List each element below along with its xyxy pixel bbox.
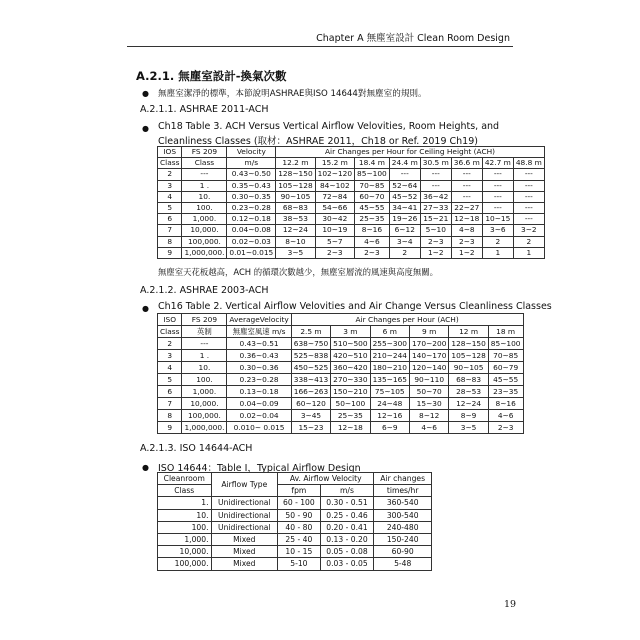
col-header: 英制 (182, 326, 227, 338)
table-cell: 25 - 40 (278, 534, 321, 546)
table-cell: 2.5 m (291, 326, 330, 338)
table-cell: 4~6 (488, 410, 523, 422)
table-cell: 45~55 (488, 374, 523, 386)
table-cell: 10,000. (182, 225, 227, 236)
table-cell: 1,000,000. (182, 422, 227, 434)
table-cell: 5 (158, 203, 182, 214)
table-row (158, 546, 432, 558)
table-row (158, 338, 524, 350)
table-cell: 450~525 (291, 362, 330, 374)
bullet-icon: ● (142, 463, 149, 472)
table-cell: 100. (182, 374, 227, 386)
table-cell: 170~200 (409, 338, 448, 350)
table-cell: 2 (482, 236, 513, 247)
table-cell: 8~16 (355, 225, 390, 236)
table-cell: 100,000. (182, 410, 227, 422)
table-cell: 135~165 (370, 374, 409, 386)
table-cell: 2 (158, 169, 182, 180)
col-header: IOS (158, 147, 182, 158)
table-cell: 30~42 (315, 214, 354, 225)
table-cell: 3~6 (482, 225, 513, 236)
table-cell: 8~16 (488, 398, 523, 410)
col-header: Class (158, 326, 182, 338)
table1-caption-line2: Cleanliness Classes (取材：ASHRAE 2011，Ch18 or Ref. 2019 Ch19) (158, 136, 478, 147)
table-cell: --- (420, 169, 451, 180)
table-cell: 100,000. (158, 558, 212, 570)
table-cell: 0.20 - 0.41 (320, 521, 374, 533)
table-cell: 45~55 (355, 203, 390, 214)
table-cell: 510~500 (331, 338, 370, 350)
table-cell: 19~26 (389, 214, 420, 225)
table-row (158, 247, 545, 258)
table-cell: 2 (389, 247, 420, 258)
table-cell: 128~150 (276, 169, 315, 180)
table-cell: 6 (158, 386, 182, 398)
table-cell: 90~110 (409, 374, 448, 386)
col-header: Av. Airflow Velocity (278, 473, 374, 485)
bullet-icon: ● (142, 304, 149, 313)
table-cell: 3~2 (513, 225, 544, 236)
table-cell: 0.05 - 0.08 (320, 546, 374, 558)
table-row (158, 497, 432, 509)
table-cell: 34~41 (389, 203, 420, 214)
table-row (158, 203, 545, 214)
table-cell: --- (482, 180, 513, 191)
col-header: Class (158, 485, 212, 497)
table-cell: 60 - 100 (278, 497, 321, 509)
table-cell: --- (482, 169, 513, 180)
table-cell: 50 - 90 (278, 509, 321, 521)
col-header: Class (182, 158, 227, 169)
table-cell: 0.36~0.43 (227, 350, 291, 362)
table-cell: 1. (158, 497, 212, 509)
table-cell: --- (513, 169, 544, 180)
intro-text: 無塵室潔淨的標準，本節說明ASHRAE與ISO 14644對無塵室的規則。 (158, 89, 427, 99)
table-cell: 1,000. (182, 214, 227, 225)
bullet-icon: ● (142, 89, 149, 98)
table-cell: 100,000. (182, 236, 227, 247)
table-cell: 5-10 (278, 558, 321, 570)
table-cell: 0.13~0.18 (227, 386, 291, 398)
table-cell: 166~263 (291, 386, 330, 398)
table-cell: 50~70 (409, 386, 448, 398)
table1-note: 無塵室天花板越高，ACH 的循環次數越少，無塵室層流的風速與高度無關。 (158, 267, 439, 277)
table-cell: 2~3 (355, 247, 390, 258)
table-cell: 10 - 15 (278, 546, 321, 558)
table-cell: --- (482, 203, 513, 214)
table-cell: 30.5 m (420, 158, 451, 169)
table-cell: 4~6 (409, 422, 448, 434)
table-cell: Mixed (211, 558, 278, 570)
table-cell: 525~838 (291, 350, 330, 362)
subsection-title-3: A.2.1.3. ISO 14644-ACH (140, 443, 253, 454)
table-cell: --- (513, 180, 544, 191)
table-cell: 10. (182, 191, 227, 202)
col-header: Class (158, 158, 182, 169)
table-cell: 240-480 (374, 521, 432, 533)
table-cell: 85~100 (488, 338, 523, 350)
table-cell: 0.12~0.18 (227, 214, 276, 225)
table-cell: 0.04~0.08 (227, 225, 276, 236)
table-cell: 9 (158, 247, 182, 258)
table-cell: 28~53 (449, 386, 488, 398)
table-cell: 10~19 (315, 225, 354, 236)
bullet-icon: ● (142, 124, 149, 133)
table-cell: 8 (158, 236, 182, 247)
table-cell: 15~23 (291, 422, 330, 434)
table1-caption-line1: Ch18 Table 3. ACH Versus Vertical Airflow Velovities, Room Heights, and (158, 121, 500, 132)
table-row (158, 509, 432, 521)
table-cell: 23~35 (488, 386, 523, 398)
table-cell: 60-90 (374, 546, 432, 558)
table-cell: 0.01~0.015 (227, 247, 276, 258)
col-header: m/s (320, 485, 374, 497)
table-cell: 0.13 - 0.20 (320, 534, 374, 546)
table-cell: Unidirectional (211, 521, 278, 533)
table-cell: 0.04~0.09 (227, 398, 291, 410)
col-header: Air Changes per Hour (ACH) (291, 314, 523, 326)
table-cell: 1 (513, 247, 544, 258)
col-header: ISO (158, 314, 182, 326)
table-cell: 0.30~0.35 (227, 191, 276, 202)
table-cell: 105~128 (449, 350, 488, 362)
table-cell: 60~79 (488, 362, 523, 374)
col-header: FS 209 (182, 314, 227, 326)
table-cell: 18 m (488, 326, 523, 338)
table-cell: 3~5 (449, 422, 488, 434)
col-header: AverageVelocity (227, 314, 291, 326)
table-cell: 15~30 (409, 398, 448, 410)
table-cell: 4 (158, 191, 182, 202)
table-cell: 420~510 (331, 350, 370, 362)
table-cell: 300-540 (374, 509, 432, 521)
table-iso-14644 (157, 472, 432, 571)
table-cell: Unidirectional (211, 509, 278, 521)
table-cell: 338~413 (291, 374, 330, 386)
table-cell: 38~53 (276, 214, 315, 225)
table-cell: 9 m (409, 326, 448, 338)
table-cell: Mixed (211, 546, 278, 558)
table-cell: 15.2 m (315, 158, 354, 169)
table3-caption: ISO 14644：Table I，Typical Airflow Design (158, 463, 361, 474)
table-cell: 10,000. (182, 398, 227, 410)
table-cell: 128~150 (449, 338, 488, 350)
table-row (158, 410, 524, 422)
table-row (158, 225, 545, 236)
table-cell: 1 . (182, 180, 227, 191)
table-cell: 0.30~0.36 (227, 362, 291, 374)
table-cell: 45~52 (389, 191, 420, 202)
col-header: times/hr (374, 485, 432, 497)
table-cell: 12~24 (449, 398, 488, 410)
header-rule (127, 46, 513, 47)
table-cell: 8~9 (449, 410, 488, 422)
table-row (158, 398, 524, 410)
table-cell: 638~750 (291, 338, 330, 350)
table-cell: 2 (158, 338, 182, 350)
col-header: Air changes (374, 473, 432, 485)
table-row (158, 558, 432, 570)
table-cell: 84~102 (315, 180, 354, 191)
table-cell: 150~210 (331, 386, 370, 398)
table-cell: 0.010~ 0.015 (227, 422, 291, 434)
table-cell: 8~10 (276, 236, 315, 247)
table-cell: 70~85 (355, 180, 390, 191)
table-cell: 0.43~0.50 (227, 169, 276, 180)
table-cell: --- (451, 169, 482, 180)
table-cell: 360-540 (374, 497, 432, 509)
table-cell: 25~35 (355, 214, 390, 225)
table-cell: 150-240 (374, 534, 432, 546)
table-cell: Unidirectional (211, 497, 278, 509)
table-cell: 25~35 (331, 410, 370, 422)
table-cell: 0.02~0.04 (227, 410, 291, 422)
table-cell: 5-48 (374, 558, 432, 570)
table-ashrae-2011 (157, 146, 545, 259)
table-cell: 12~24 (276, 225, 315, 236)
table-cell: 0.03 - 0.05 (320, 558, 374, 570)
col-header: m/s (227, 158, 276, 169)
table-cell: 10,000. (158, 546, 212, 558)
table-row (158, 236, 545, 247)
table-cell: 3 (158, 180, 182, 191)
table-cell: 27~33 (420, 203, 451, 214)
table-cell: 12~16 (370, 410, 409, 422)
table-cell: 90~105 (449, 362, 488, 374)
table-cell: 15~21 (420, 214, 451, 225)
table-cell: 75~105 (370, 386, 409, 398)
table-cell: --- (451, 191, 482, 202)
table-cell: 8 (158, 410, 182, 422)
table-cell: 0.02~0.03 (227, 236, 276, 247)
col-header: Cleanroom (158, 473, 212, 485)
table-cell: 0.23~0.28 (227, 374, 291, 386)
table-cell: 1 (482, 247, 513, 258)
table-cell: --- (182, 169, 227, 180)
running-header: Chapter A 無塵室設計 Clean Room Design (316, 33, 510, 44)
table-row (158, 180, 545, 191)
table-cell: --- (513, 203, 544, 214)
table-cell: 68~83 (276, 203, 315, 214)
table-cell: 42.7 m (482, 158, 513, 169)
table-cell: 1,000. (182, 386, 227, 398)
table-cell: 3~45 (291, 410, 330, 422)
table-cell: 24.4 m (389, 158, 420, 169)
table-cell: 210~244 (370, 350, 409, 362)
table-ashrae-2003 (157, 313, 524, 434)
table-cell: 4~8 (451, 225, 482, 236)
table-cell: 255~300 (370, 338, 409, 350)
table-cell: 18.4 m (355, 158, 390, 169)
table-cell: 50~100 (331, 398, 370, 410)
table-cell: 7 (158, 398, 182, 410)
table-cell: 12~18 (451, 214, 482, 225)
col-header: 無塵室風速 m/s (227, 326, 291, 338)
table-cell: 3 (158, 350, 182, 362)
table-cell: 36~42 (420, 191, 451, 202)
table-row (158, 386, 524, 398)
col-header: FS 209 (182, 147, 227, 158)
table-cell: 5 (158, 374, 182, 386)
table-cell: 48.8 m (513, 158, 544, 169)
table-cell: 70~85 (488, 350, 523, 362)
table-cell: --- (420, 180, 451, 191)
table-cell: --- (513, 191, 544, 202)
table-cell: 24~48 (370, 398, 409, 410)
col-header: Velocity (227, 147, 276, 158)
table-cell: 36.6 m (451, 158, 482, 169)
table-cell: 0.25 - 0.46 (320, 509, 374, 521)
page-number: 19 (504, 599, 517, 610)
table-cell: 0.43~0.51 (227, 338, 291, 350)
table-cell: 6~12 (389, 225, 420, 236)
table-cell: 360~420 (331, 362, 370, 374)
table-cell: --- (513, 214, 544, 225)
table-cell: 68~83 (449, 374, 488, 386)
table-cell: Mixed (211, 534, 278, 546)
table-cell: 60~120 (291, 398, 330, 410)
table-cell: 1,000,000. (182, 247, 227, 258)
section-title: A.2.1. 無塵室設計-換氣次數 (136, 69, 287, 83)
table-cell: 4~6 (355, 236, 390, 247)
table-cell: 105~128 (276, 180, 315, 191)
table-cell: 5~7 (315, 236, 354, 247)
table-cell: 54~66 (315, 203, 354, 214)
table-cell: 120~140 (409, 362, 448, 374)
table-row (158, 534, 432, 546)
table-cell: 85~100 (355, 169, 390, 180)
table-cell: 102~120 (315, 169, 354, 180)
table-cell: --- (389, 169, 420, 180)
table-cell: 3 m (331, 326, 370, 338)
table-row (158, 350, 524, 362)
subsection-title-2: A.2.1.2. ASHRAE 2003-ACH (140, 285, 269, 296)
subsection-title-1: A.2.1.1. ASHRAE 2011-ACH (140, 104, 269, 115)
table-cell: 4 (158, 362, 182, 374)
table-cell: 10. (182, 362, 227, 374)
table-cell: 0.23~0.28 (227, 203, 276, 214)
table-row (158, 374, 524, 386)
table-row (158, 362, 524, 374)
table-cell: 180~210 (370, 362, 409, 374)
table-cell: 1,000. (158, 534, 212, 546)
table-cell: 0.30 - 0.51 (320, 497, 374, 509)
table-cell: 0.35~0.43 (227, 180, 276, 191)
table-cell: 7 (158, 225, 182, 236)
table-cell: 3~4 (389, 236, 420, 247)
col-header: Airflow Type (211, 473, 278, 497)
table-cell: 2 (513, 236, 544, 247)
table-cell: 60~70 (355, 191, 390, 202)
table-cell: 90~105 (276, 191, 315, 202)
table-cell: 12.2 m (276, 158, 315, 169)
table-row (158, 521, 432, 533)
table-cell: --- (482, 191, 513, 202)
table-cell: --- (451, 180, 482, 191)
table-cell: 270~330 (331, 374, 370, 386)
table-cell: 1~2 (451, 247, 482, 258)
table-cell: 10~15 (482, 214, 513, 225)
table-row (158, 191, 545, 202)
table-cell: 72~84 (315, 191, 354, 202)
table-cell: 3~5 (276, 247, 315, 258)
table-cell: 22~27 (451, 203, 482, 214)
col-header: fpm (278, 485, 321, 497)
table-cell: 9 (158, 422, 182, 434)
table-cell: 1~2 (420, 247, 451, 258)
table-cell: 2~3 (315, 247, 354, 258)
table-cell: 5~10 (420, 225, 451, 236)
table-cell: --- (182, 338, 227, 350)
table-cell: 6~9 (370, 422, 409, 434)
table-cell: 40 - 80 (278, 521, 321, 533)
table-cell: 12~18 (331, 422, 370, 434)
table-row (158, 169, 545, 180)
table-cell: 52~64 (389, 180, 420, 191)
table-row (158, 214, 545, 225)
table-cell: 8~12 (409, 410, 448, 422)
table-cell: 140~170 (409, 350, 448, 362)
table-cell: 2~3 (420, 236, 451, 247)
table-cell: 1 . (182, 350, 227, 362)
table-cell: 100. (158, 521, 212, 533)
table-row (158, 422, 524, 434)
table2-caption: Ch16 Table 2. Vertical Airflow Velovities and Air Change Versus Cleanliness Classes (158, 301, 552, 312)
table-cell: 10. (158, 509, 212, 521)
col-header: Air Changes per Hour for Ceiling Height (ACH) (276, 147, 545, 158)
table-cell: 6 m (370, 326, 409, 338)
table-cell: 2~3 (451, 236, 482, 247)
table-cell: 6 (158, 214, 182, 225)
table-cell: 2~3 (488, 422, 523, 434)
table-cell: 100. (182, 203, 227, 214)
table-cell: 12 m (449, 326, 488, 338)
